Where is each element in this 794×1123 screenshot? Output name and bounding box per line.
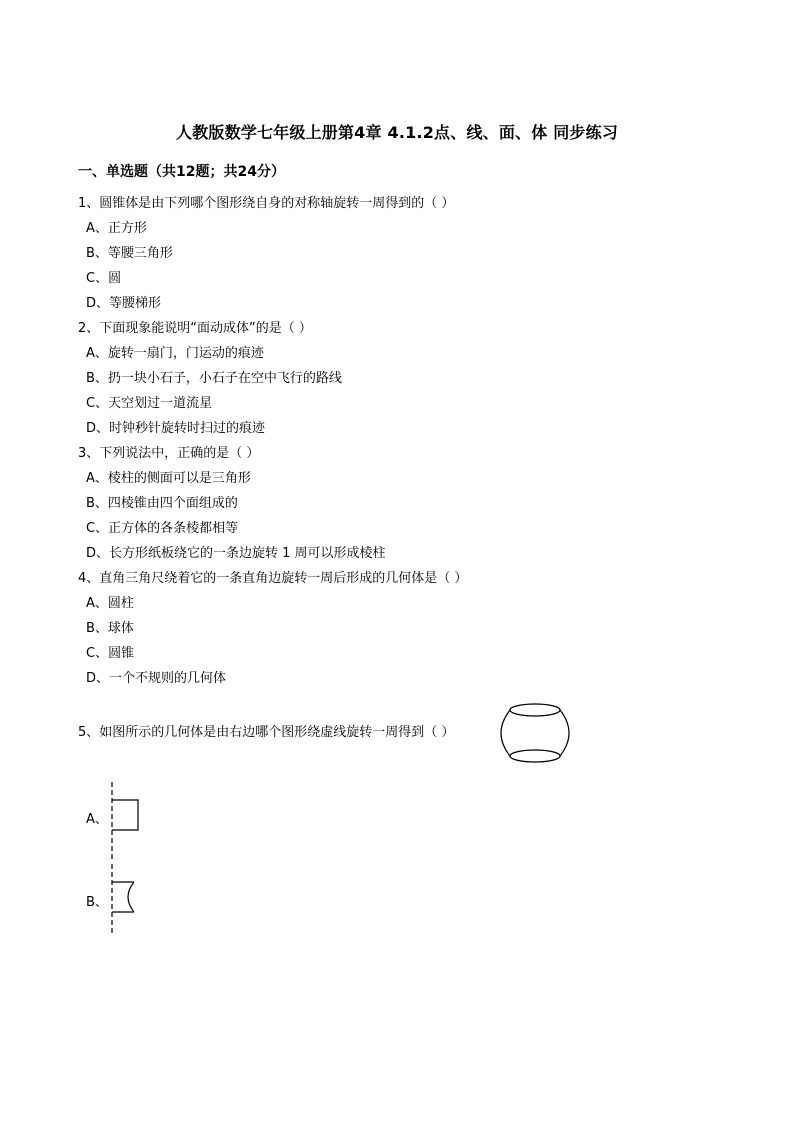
option-b-concave-figure (106, 862, 146, 936)
question-3-option-a: A、棱柱的侧面可以是三角形 (86, 471, 251, 486)
question-3-option-c: C、正方体的各条棱都相等 (86, 521, 239, 536)
question-1-option-d: D、等腰梯形 (86, 296, 162, 311)
question-2-stem: 2、下面现象能说明“面动成体”的是（ ） (78, 321, 312, 336)
question-5-option-b: B、 (86, 895, 108, 910)
barrel-solid-figure (500, 700, 570, 766)
question-3-option-d: D、长方形纸板绕它的一条边旋转 1 周可以形成棱柱 (86, 546, 386, 561)
question-3-stem: 3、下列说法中，正确的是（ ） (78, 446, 260, 461)
question-4-option-a: A、圆柱 (86, 596, 134, 611)
question-1-stem: 1、圆锥体是由下列哪个图形绕自身的对称轴旋转一周得到的（ ） (78, 196, 455, 211)
question-2-option-a: A、旋转一扇门，门运动的痕迹 (86, 346, 264, 361)
question-3-option-b: B、四棱锥由四个面组成的 (86, 496, 238, 511)
question-1-option-a: A、正方形 (86, 221, 147, 236)
question-2-option-b: B、扔一块小石子，小石子在空中飞行的路线 (86, 371, 342, 386)
question-1-option-b: B、等腰三角形 (86, 246, 173, 261)
question-4-stem: 4、直角三角尺绕着它的一条直角边旋转一周后形成的几何体是（ ） (78, 571, 468, 586)
section-heading: 一、单选题（共12题；共24分） (78, 164, 285, 180)
question-4-option-c: C、圆锥 (86, 646, 135, 661)
question-2-option-d: D、时钟秒针旋转时扫过的痕迹 (86, 421, 266, 436)
question-5-option-a: A、 (86, 812, 108, 827)
option-a-rectangle-figure (106, 780, 146, 862)
question-1-option-c: C、圆 (86, 271, 122, 286)
question-4-option-b: B、球体 (86, 621, 134, 636)
question-4-option-d: D、一个不规则的几何体 (86, 671, 227, 686)
question-2-option-c: C、天空划过一道流星 (86, 396, 213, 411)
page-title: 人教版数学七年级上册第4章 4.1.2点、线、面、体 同步练习 (175, 123, 619, 142)
question-5-stem: 5、如图所示的几何体是由右边哪个图形绕虚线旋转一周得到（ ） (78, 725, 455, 740)
